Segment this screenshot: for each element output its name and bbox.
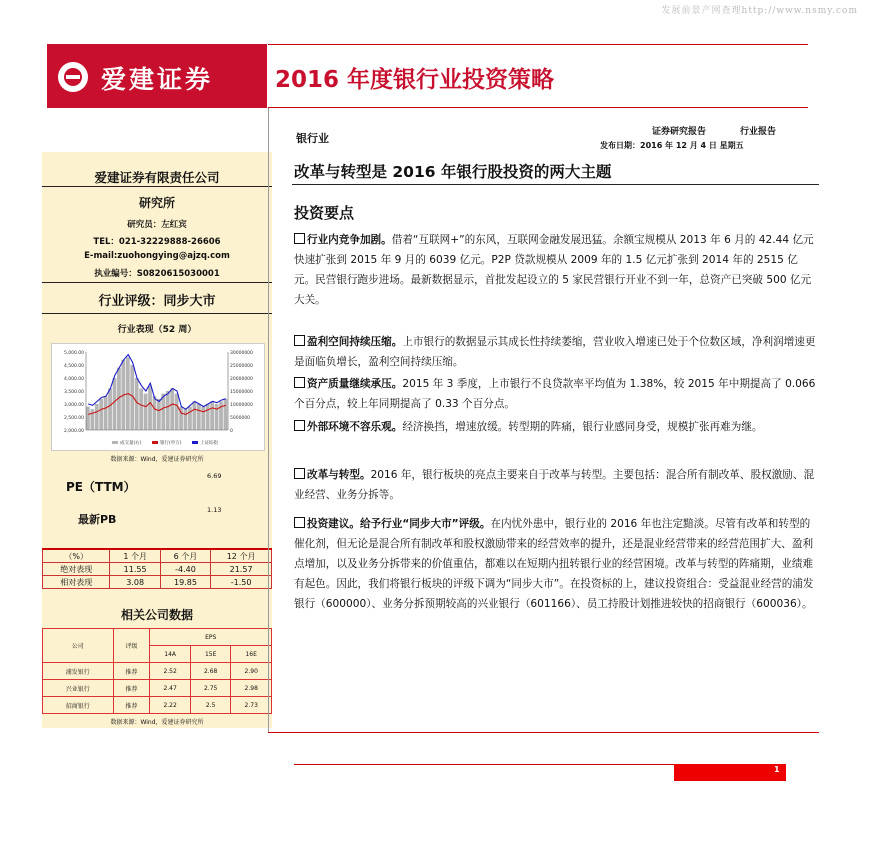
volume-bar xyxy=(95,404,99,430)
y2-tick-label: 0 xyxy=(230,429,233,434)
key-point xyxy=(294,374,816,414)
checkbox-bullet-icon xyxy=(294,468,305,479)
companies-source: 数据来源：Wind，爱建证券研究所 xyxy=(110,719,204,726)
table-row xyxy=(43,697,272,714)
volume-bar xyxy=(193,401,197,430)
y2-tick-label: 15000000 xyxy=(230,390,253,395)
key-point xyxy=(294,465,816,505)
legend-swatch xyxy=(112,441,118,444)
key-point-body: 在内忧外患中，银行业的 2016 年也注定黯淡。尽管有改革和转型的催化剂，但无论是混合所有制改革和股权激励带来的经营效率的提升，还是混业经营带来的经营范围扩大、盈利点增加，以及业务分拆带来的价值重估，都难以在短期内扭转银行业的经营困境。改革与转型的阵痛期，业绩难有起色。因此，我们将银行板块的评级下调为“同步大市”。在投资标的上，建议投资组合：受益混业经营的浦发银行（600000）、业务分拆预期较高的兴业银行（601166）、员工持股计划推进较快的招商银行（600036）。 xyxy=(294,518,814,610)
table-cell: 2.90 xyxy=(231,663,272,680)
table-cell: 推荐 xyxy=(113,680,150,697)
table-header: 1 个月 xyxy=(110,549,160,563)
table-row xyxy=(43,563,272,576)
email: E-mail:zuohongying@ajzq.com xyxy=(84,251,230,261)
table-cell: 11.55 xyxy=(110,563,160,576)
industry-rating: 行业评级：同步大市 xyxy=(98,294,216,309)
key-point-title: 盈利空间持续压缩。 xyxy=(307,336,403,348)
table-header: 16E xyxy=(231,646,272,663)
y2-tick-label: 30000000 xyxy=(230,351,253,356)
volume-bar xyxy=(210,401,214,430)
checkbox-bullet-icon xyxy=(294,420,305,431)
legend-swatch xyxy=(192,441,198,444)
sidebar-rule xyxy=(42,313,272,314)
table-header-row xyxy=(43,549,272,563)
report-type: 证券研究报告 xyxy=(652,127,707,137)
pe-value: 6.69 xyxy=(207,472,222,480)
volume-bar xyxy=(148,386,152,430)
legend-swatch xyxy=(152,441,158,444)
checkbox-bullet-icon xyxy=(294,335,305,346)
analyst: 研究员：左红宾 xyxy=(127,220,187,230)
key-point-body: 借着“互联网+”的东风，互联网金融发展迅猛。余额宝规模从 2013 年 6 月的 42.44 亿元快速扩张到 2015 年 9 月的 6039 亿元。P2P 贷款规模从 2009 年的 1.5 亿元扩张到 2014 年的 2515 亿元。民营银行跑步进场。最新数据显示，首批发起设立的 5 家民营银行开业不到一年，总资产已突破 500 亿元大关。 xyxy=(294,234,814,306)
department: 研究所 xyxy=(138,196,175,210)
performance-title: 行业表现（52 周） xyxy=(117,325,197,335)
volume-bar xyxy=(104,396,108,430)
table-cell: 2.68 xyxy=(190,663,231,680)
industry-label: 银行业 xyxy=(296,132,329,145)
chart-source: 数据来源：Wind，爱建证券研究所 xyxy=(110,456,204,463)
volume-bar xyxy=(224,399,228,430)
header-bottom-rule xyxy=(268,107,808,108)
y2-tick-label: 25000000 xyxy=(230,364,253,369)
y-tick-label: 3,500.00 xyxy=(63,390,84,395)
table-cell: 招商银行 xyxy=(43,697,114,714)
table-cell: 2.22 xyxy=(150,697,191,714)
license-number: 执业编号：S0820615030001 xyxy=(94,269,220,279)
sidebar-rule xyxy=(42,282,272,283)
table-cell: 3.08 xyxy=(110,576,160,589)
table-cell: 21.57 xyxy=(211,563,272,576)
key-point-title: 改革与转型。 xyxy=(307,469,371,481)
publish-date: 发布日期：2016 年 12 月 4 日 星期五 xyxy=(600,141,744,150)
volume-bar xyxy=(184,409,188,430)
page-number: 1 xyxy=(774,765,780,774)
companies-table xyxy=(42,628,272,714)
key-point-body: 经济换挡，增速放缓。转型期的阵痛，银行业感同身受，规模扩张再难为继。 xyxy=(402,421,763,433)
column-divider xyxy=(268,108,269,733)
table-header: 14A xyxy=(150,646,191,663)
volume-bar xyxy=(175,394,179,430)
sidebar-rule xyxy=(42,186,272,187)
table-cell: 推荐 xyxy=(113,697,150,714)
y2-tick-label: 20000000 xyxy=(230,377,253,382)
table-cell: 2.73 xyxy=(231,697,272,714)
volume-bar xyxy=(215,404,219,430)
y2-tick-label: 5000000 xyxy=(230,416,251,421)
pe-label: PE（TTM） xyxy=(66,480,136,494)
company-name: 爱建证券有限责任公司 xyxy=(94,170,220,185)
volume-bar xyxy=(144,394,148,430)
volume-bar xyxy=(219,401,223,430)
key-point-title: 行业内竞争加剧。 xyxy=(307,234,392,246)
header-top-rule xyxy=(268,44,808,45)
table-row xyxy=(43,663,272,680)
volume-bar xyxy=(157,399,161,430)
table-row xyxy=(43,576,272,589)
y-tick-label: 3,000.00 xyxy=(63,403,84,408)
table-cell: 19.85 xyxy=(160,576,210,589)
volume-bar xyxy=(170,388,174,430)
table-header: 12 个月 xyxy=(211,549,272,563)
table-cell: 2.5 xyxy=(190,697,231,714)
table-cell: 2.98 xyxy=(231,680,272,697)
volume-bar xyxy=(188,407,192,430)
performance-chart-svg xyxy=(52,344,264,450)
table-cell: 绝对表现 xyxy=(43,563,110,576)
y-tick-label: 4,500.00 xyxy=(63,364,84,369)
table-cell: 浦发银行 xyxy=(43,663,114,680)
volume-bar xyxy=(99,399,103,430)
section-title: 投资要点 xyxy=(294,204,355,222)
watermark: 发展前景产网查理http://www.nsmy.com xyxy=(661,6,858,16)
checkbox-bullet-icon xyxy=(294,517,305,528)
table-header-row xyxy=(43,629,272,646)
key-point-body: 上市银行的数据显示其成长性持续萎缩，营业收入增速已处于个位数区域，净利润增速更是面临负增长，盈利空间持续压缩。 xyxy=(294,336,816,368)
key-point xyxy=(294,230,816,310)
table-cell: -4.40 xyxy=(160,563,210,576)
table-cell: 兴业银行 xyxy=(43,680,114,697)
volume-bar xyxy=(108,388,112,430)
content-bottom-rule xyxy=(268,732,819,733)
checkbox-bullet-icon xyxy=(294,377,305,388)
pb-label: 最新PB xyxy=(78,513,117,526)
table-cell: 推荐 xyxy=(113,663,150,680)
table-cell: 2.47 xyxy=(150,680,191,697)
companies-title: 相关公司数据 xyxy=(120,608,193,622)
key-point-body: 2015 年 3 季度，上市银行不良贷款率平均值为 1.38%，较 2015 年中期提高了 0.066 个百分点，较上年同期提高了 0.33 个百分点。 xyxy=(294,378,816,410)
y-tick-label: 5,000.00 xyxy=(63,351,84,356)
key-point-title: 资产质量继续承压。 xyxy=(307,378,403,390)
key-point xyxy=(294,514,816,614)
headline-rule xyxy=(292,184,819,185)
key-point-title: 投资建议。给予行业“同步大市”评级。 xyxy=(307,518,491,530)
y2-tick-label: 10000000 xyxy=(230,403,253,408)
legend-label: 成交量(右) xyxy=(120,441,142,446)
table-header: EPS xyxy=(150,629,272,646)
table-header: 评级 xyxy=(113,629,150,663)
volume-bar xyxy=(206,404,210,430)
volume-bar xyxy=(197,404,201,430)
table-cell: 相对表现 xyxy=(43,576,110,589)
table-cell: 2.52 xyxy=(150,663,191,680)
legend-label: 上证综指 xyxy=(200,441,218,446)
checkbox-bullet-icon xyxy=(294,233,305,244)
table-header: 15E xyxy=(190,646,231,663)
legend-label: 银行(申万) xyxy=(160,441,182,446)
table-header: 公司 xyxy=(43,629,114,663)
report-title: 2016 年度银行业投资策略 xyxy=(275,67,555,93)
brand-logo-icon xyxy=(56,60,90,94)
table-cell: 2.75 xyxy=(190,680,231,697)
volume-bar xyxy=(201,407,205,430)
pb-value: 1.13 xyxy=(207,506,222,514)
volume-bar xyxy=(153,396,157,430)
table-header: 6 个月 xyxy=(160,549,210,563)
y-tick-label: 2,500.00 xyxy=(63,416,84,421)
key-point xyxy=(294,417,816,437)
table-cell: -1.50 xyxy=(211,576,272,589)
volume-bar xyxy=(166,391,170,430)
performance-chart xyxy=(51,343,265,451)
key-point-title: 外部环境不容乐观。 xyxy=(307,421,403,433)
volume-bar xyxy=(161,394,165,430)
volume-bar xyxy=(113,378,117,430)
y-tick-label: 2,000.00 xyxy=(63,429,84,434)
brand-name: 爱建证券 xyxy=(101,65,214,94)
tel: TEL：021-32229888-26606 xyxy=(93,237,221,247)
key-point xyxy=(294,332,816,372)
table-row xyxy=(43,680,272,697)
y-tick-label: 4,000.00 xyxy=(63,377,84,382)
volume-bar xyxy=(135,378,139,430)
headline: 改革与转型是 2016 年银行股投资的两大主题 xyxy=(294,163,612,181)
volume-bar xyxy=(139,388,143,430)
performance-table xyxy=(42,548,272,589)
key-point-body: 2016 年，银行板块的亮点主要来自于改革与转型。主要包括：混合所有制改革、股权激励、混业经营、业务分拆等。 xyxy=(294,469,815,501)
report-category: 行业报告 xyxy=(740,127,777,137)
volume-bar xyxy=(86,407,90,430)
page-number-bar xyxy=(674,764,786,781)
table-header: （%） xyxy=(43,549,110,563)
